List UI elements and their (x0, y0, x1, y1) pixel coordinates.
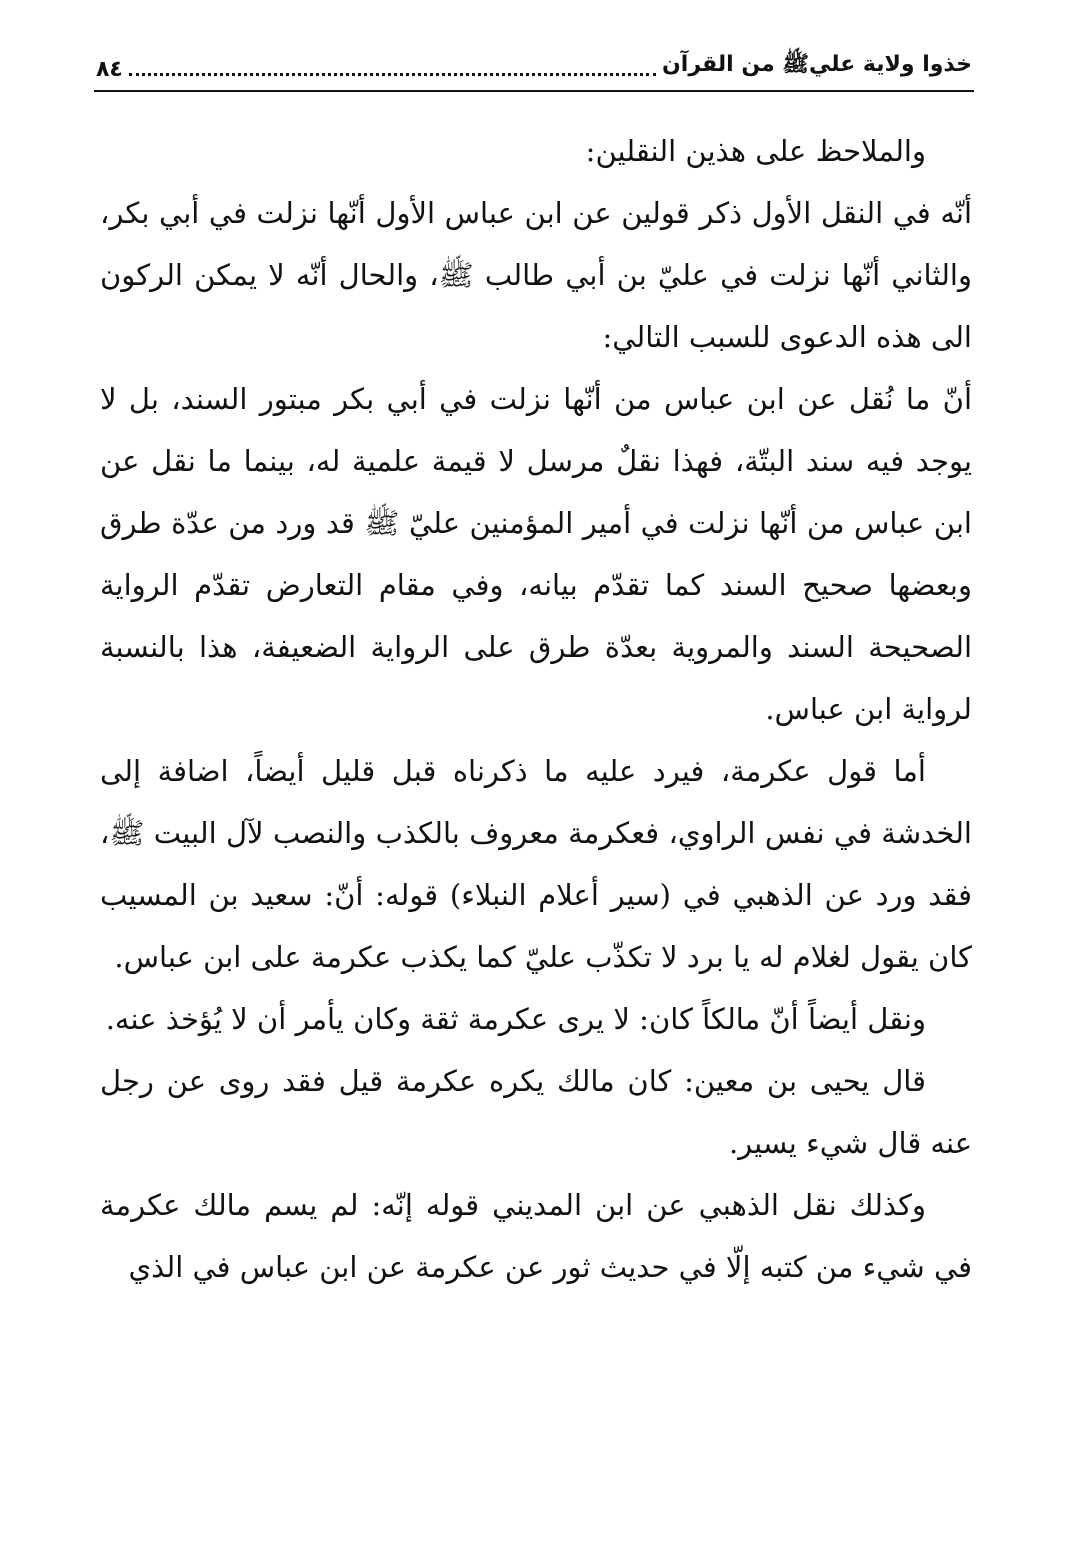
paragraph-first-narration: أنّه في النقل الأول ذكر قولين عن ابن عباس الأول أنّها نزلت في أبي بكر، والثاني أنّها نزلت في عليّ بن أبي طالب ﷺ، والحال أنّه لا يمكن الركون الى هذه الدعوى للسبب التالي: (100, 196, 972, 354)
paragraph-chain-analysis: أنّ ما نُقل عن ابن عباس من أنّها نزلت في أبي بكر مبتور السند، بل لا يوجد فيه سند البتّة، فهذا نقلٌ مرسل لا قيمة علمية له، بينما ما نقل عن ابن عباس من أنّها نزلت في أمير المؤمنين عليّ ﷺ قد ورد من عدّة طرق وبعضها صحيح السند كما تقدّم بيانه، وفي مقام التعارض تقدّم الرواية الصحيحة السند والمروية بعدّة طرق على الرواية الضعيفة، هذا بالنسبة لرواية ابن عباس. (100, 382, 972, 726)
body-text (100, 120, 972, 1298)
paragraph-ibn-madini: وكذلك نقل الذهبي عن ابن المديني قوله إنّه: لم يسم مالك عكرمة في شيء من كتبه إلّا في حديث ثور عن عكرمة عن ابن عباس في الذي (100, 1188, 972, 1284)
header-dot-leader (129, 73, 656, 76)
page-number: ٨٤ (96, 57, 123, 82)
paragraph-ikrima-critique: أما قول عكرمة، فيرد عليه ما ذكرناه قبل قليل أيضاً، اضافة إلى الخدشة في نفس الراوي، فعكرمة معروف بالكذب والنصب لآل البيت ﷺ، فقد ورد عن الذهبي في (سير أعلام النبلاء) قوله: أنّ: سعيد بن المسيب كان يقول لغلام له يا برد لا تكذّب عليّ كما يكذب عكرمة على ابن عباس. (100, 754, 972, 974)
running-header (96, 46, 972, 86)
paragraph-ibn-maeen: قال يحيى بن معين: كان مالك يكره عكرمة قيل فقد روى عن رجل عنه قال شيء يسير. (100, 1064, 972, 1160)
paragraph-malik-report: ونقل أيضاً أنّ مالكاً كان: لا يرى عكرمة ثقة وكان يأمر أن لا يُؤخذ عنه. (105, 1002, 926, 1036)
header-divider (94, 90, 974, 92)
header-title: خذوا ولاية عليﷺ من القرآن (662, 52, 972, 77)
paragraph-observation-intro: والملاحظ على هذين النقلين: (585, 134, 926, 168)
